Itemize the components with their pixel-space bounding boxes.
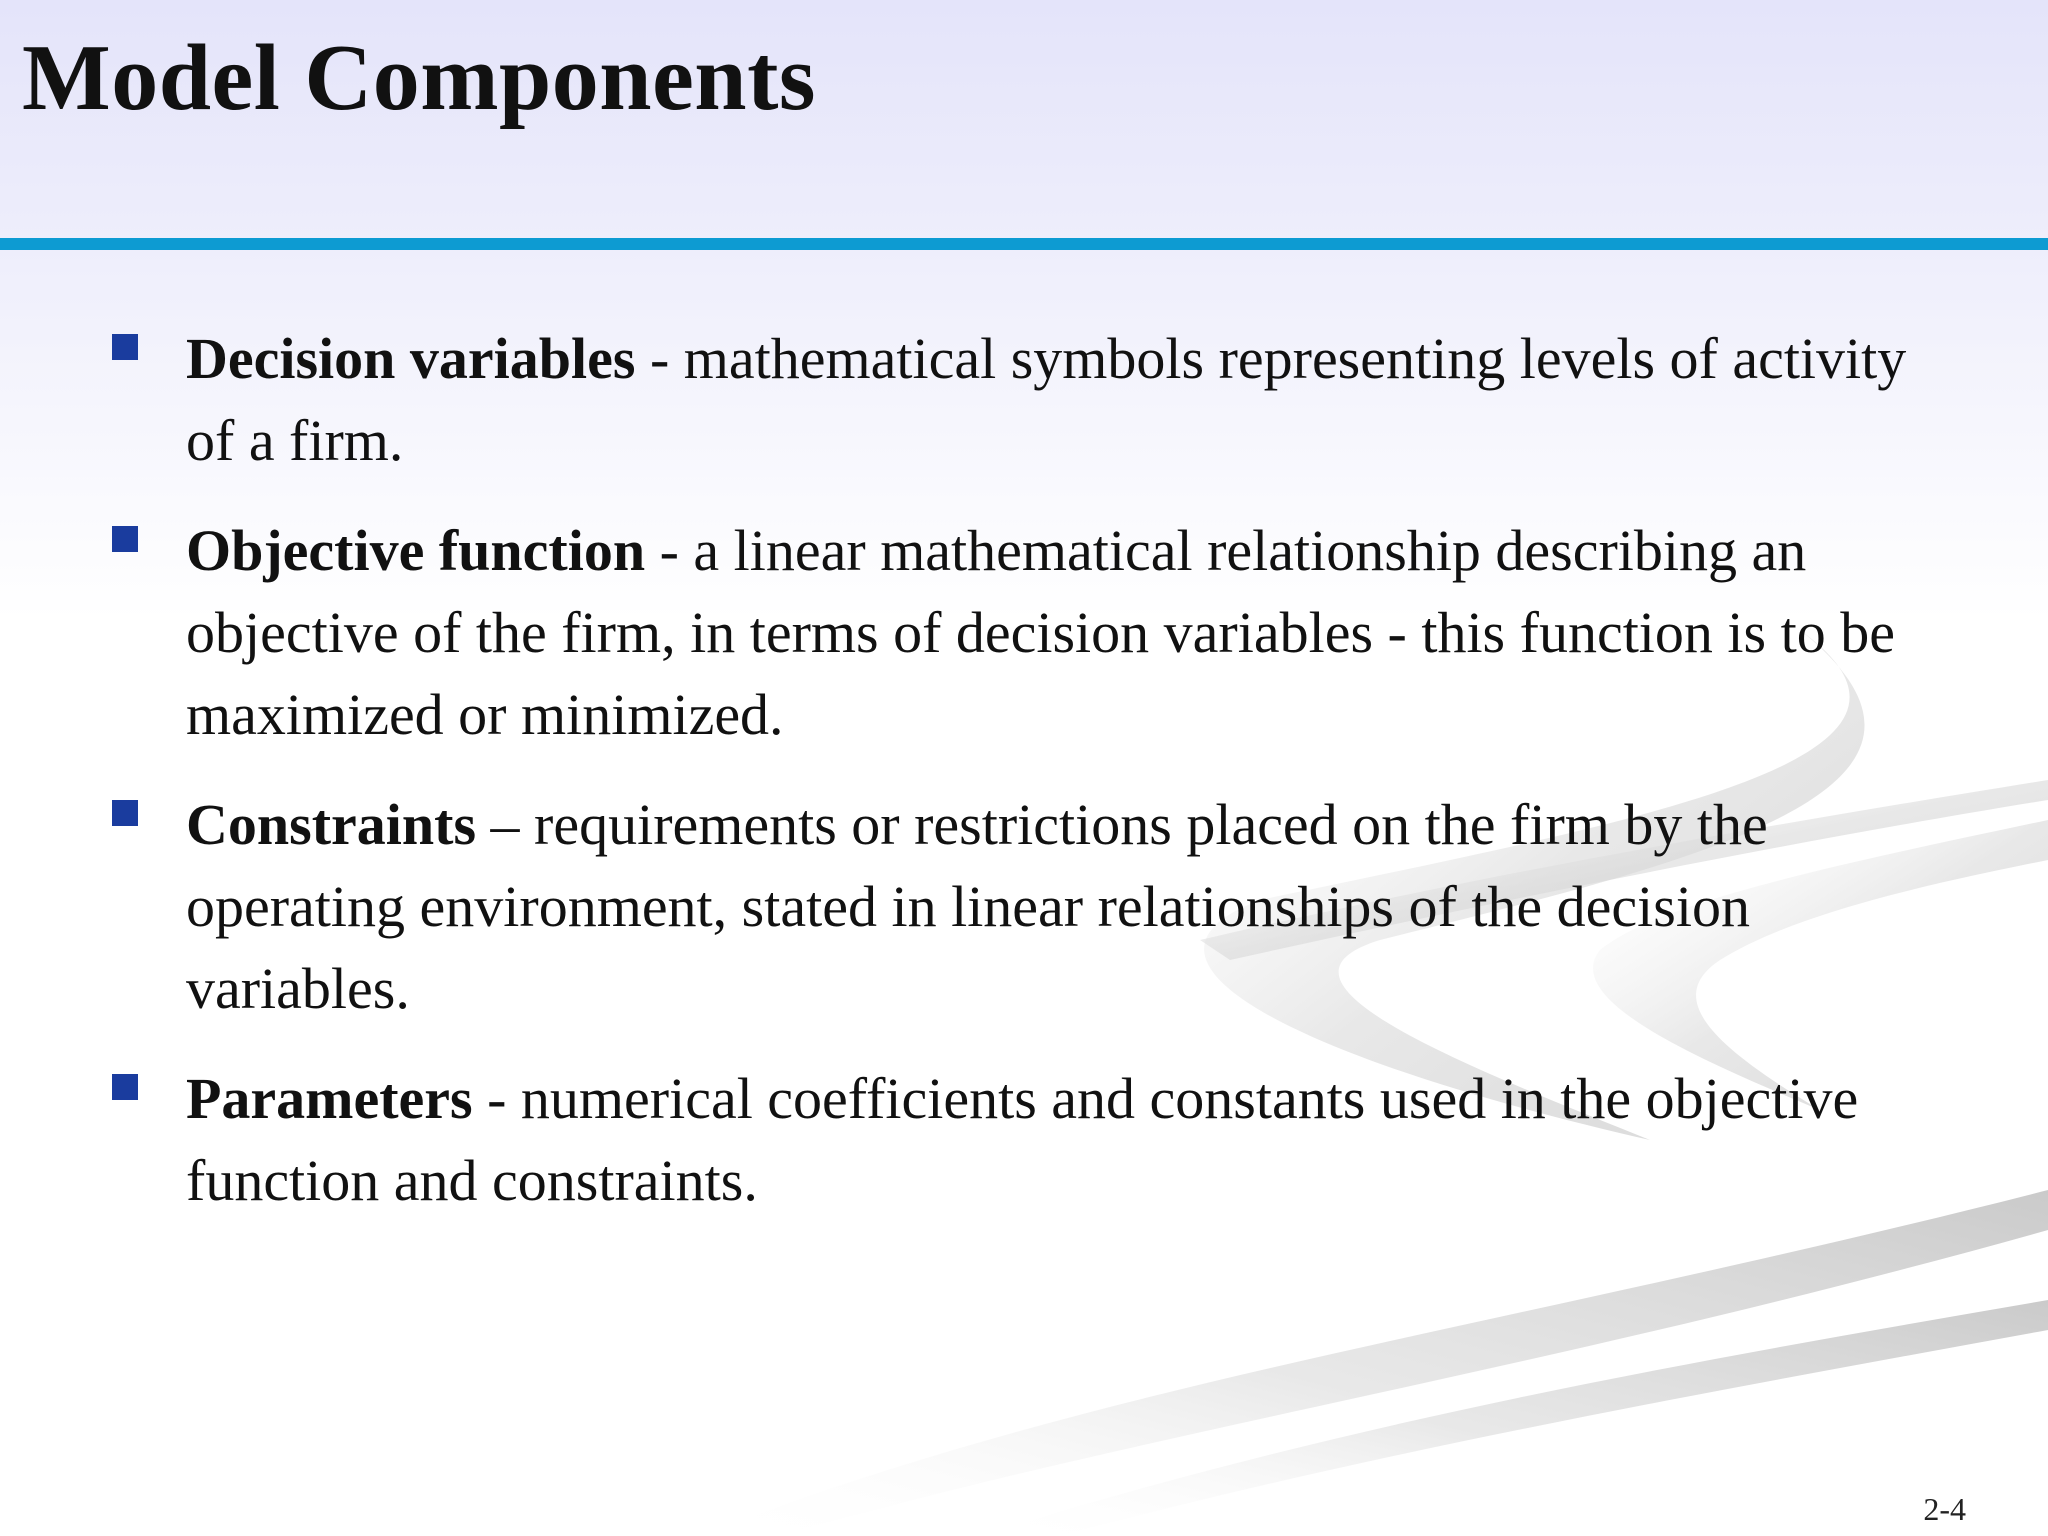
bullet-list (110, 318, 1920, 1250)
bullet-term: Parameters (186, 1066, 473, 1131)
title-divider (0, 238, 2048, 250)
bullet-text: - mathematical symbols representing levels of activity of a firm. (186, 326, 1907, 473)
bullet-text: – requirements or restrictions placed on the firm by the operating environment, stated in linear relationships of the decision variables. (186, 792, 1768, 1021)
slide-title: Model Components (22, 26, 816, 130)
square-bullet-icon (112, 334, 138, 360)
bullet-item-objective-function (110, 510, 1920, 756)
square-bullet-icon (112, 800, 138, 826)
bullet-text: - numerical coefficients and constants used in the objective function and constraints. (186, 1066, 1859, 1213)
bullet-item-decision-variables (110, 318, 1920, 482)
bullet-term: Decision variables (186, 326, 636, 391)
square-bullet-icon (112, 1074, 138, 1100)
slide-page-number: 2-4 (1923, 1491, 1966, 1527)
bullet-term: Constraints (186, 792, 477, 857)
bullet-term: Objective function (186, 518, 646, 583)
square-bullet-icon (112, 526, 138, 552)
bullet-text: - a linear mathematical relationship describing an objective of the firm, in terms of decision variables - this function is to be maximized or minimized. (186, 518, 1895, 747)
bullet-item-parameters (110, 1058, 1920, 1222)
bullet-item-constraints (110, 784, 1920, 1030)
